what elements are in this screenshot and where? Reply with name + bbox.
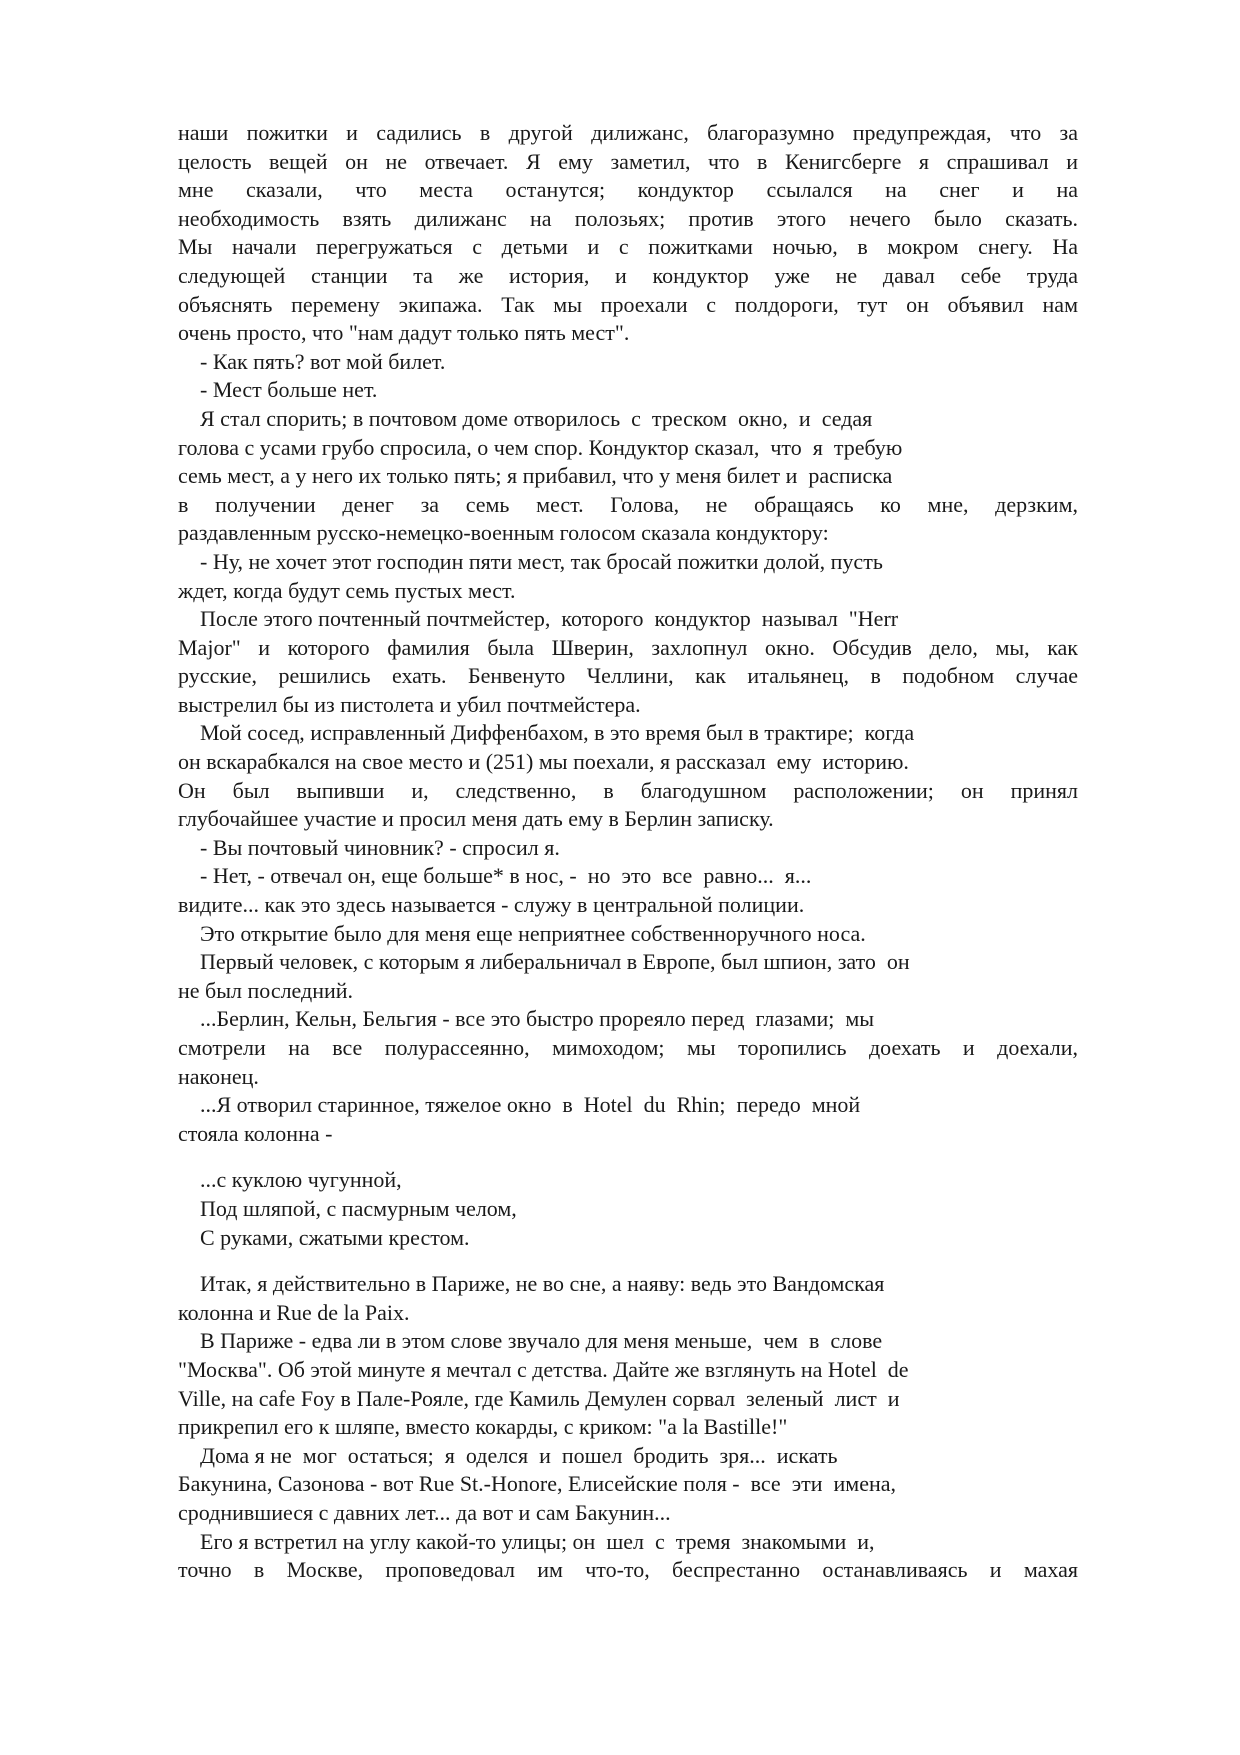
text-line: - Ну, не хочет этот господин пяти мест, так бросай пожитки долой, пусть — [178, 548, 883, 574]
text-line: - Как пять? вот мой билет. — [178, 348, 446, 374]
text-line: Это открытие было для меня еще неприятнее собственноручного носа. — [178, 920, 866, 946]
text-line: русские, решились ехать. Бенвенуто Челлини, как итальянец, в подобном случае — [178, 663, 1078, 689]
text-line: в получении денег за семь мест. Голова, не обращаясь ко мне, дерзким, — [178, 491, 1078, 517]
text-line: не был последний. — [178, 977, 354, 1003]
text-line: Я стал спорить; в почтовом доме отворилось с треском окно, и седая — [178, 405, 873, 431]
text-line: ...Я отворил старинное, тяжелое окно в Hotel du Rhin; передо мной — [178, 1092, 861, 1118]
text-line: выстрелил бы из пистолета и убил почтмейстера. — [178, 691, 641, 717]
verse-spacing — [178, 1252, 1078, 1270]
text-line: сроднившиеся с давних лет... да вот и сам Бакунин... — [178, 1499, 671, 1525]
continuation-text-block — [178, 1270, 1078, 1585]
text-line: Дома я не мог остаться; я оделся и пошел бродить зря... искать — [178, 1442, 838, 1468]
text-line: Он был выпивши и, следственно, в благодушном расположении; он принял — [178, 777, 1078, 803]
text-line: целость вещей он не отвечает. Я ему заметил, что в Кенигсберге я спрашивал и — [178, 148, 1078, 174]
verse-block — [178, 1166, 1078, 1252]
text-line: наконец. — [178, 1063, 259, 1089]
text-line: Его я встретил на углу какой-то улицы; он шел с тремя знакомыми и, — [178, 1528, 875, 1554]
text-line: стояла колонна - — [178, 1120, 333, 1146]
text-line: ...Берлин, Кельн, Бельгия - все это быстро прореяло перед глазами; мы — [178, 1006, 875, 1032]
text-line: В Париже - едва ли в этом слове звучало для меня меньше, чем в слове — [178, 1328, 883, 1354]
text-line: Итак, я действительно в Париже, не во сне, а наяву: ведь это Вандомская — [178, 1271, 885, 1297]
text-line: колонна и Rue de la Paix. — [178, 1299, 410, 1325]
text-line: раздавленным русско-немецко-военным голосом сказала кондуктору: — [178, 520, 829, 546]
text-line: объяснять перемену экипажа. Так мы проехали с полдороги, тут он объявил нам — [178, 291, 1078, 317]
verse-line: Под шляпой, с пасмурным челом, — [178, 1195, 517, 1221]
text-line: Первый человек, с которым я либеральничал в Европе, был шпион, зато он — [178, 949, 910, 975]
text-line: Major" и которого фамилия была Шверин, захлопнул окно. Обсудив дело, мы, как — [178, 634, 1078, 660]
text-line: глубочайшее участие и просил меня дать ему в Берлин записку. — [178, 806, 774, 832]
text-line: Мы начали перегружаться с детьми и с пожитками ночью, в мокром снегу. На — [178, 234, 1078, 260]
text-line: следующей станции та же история, и кондуктор уже не давал себе труда — [178, 262, 1078, 288]
text-line: После этого почтенный почтмейстер, которого кондуктор называл "Herr — [178, 606, 899, 632]
text-line: "Москва". Об этой минуте я мечтал с детства. Дайте же взглянуть на Hotel de — [178, 1356, 909, 1382]
text-line: точно в Москве, проповедовал им что-то, беспрестанно останавливаясь и махая — [178, 1557, 1078, 1583]
text-line: Бакунина, Сазонова - вот Rue St.-Honore, Елисейские поля - все эти имена, — [178, 1471, 897, 1497]
main-text-block — [178, 119, 1078, 1148]
text-line: мне сказали, что места останутся; кондуктор ссылался на снег и на — [178, 177, 1078, 203]
text-line: ждет, когда будут семь пустых мест. — [178, 577, 516, 603]
text-line: видите... как это здесь называется - служу в центральной полиции. — [178, 892, 805, 918]
text-line: Ville, на cafe Foy в Пале-Рояле, где Камиль Демулен сорвал зеленый лист и — [178, 1385, 900, 1411]
text-line: смотрели на все полурассеянно, мимоходом; мы торопились доехать и доехали, — [178, 1035, 1078, 1060]
text-line: - Мест больше нет. — [178, 377, 378, 403]
text-line: прикрепил его к шляпе, вместо кокарды, с криком: "a la Bastille!" — [178, 1414, 788, 1440]
text-line: Мой сосед, исправленный Диффенбахом, в это время был в трактире; когда — [178, 720, 915, 746]
verse-spacing — [178, 1148, 1078, 1166]
text-line: - Нет, - отвечал он, еще больше* в нос, - но это все равно... я... — [178, 863, 812, 889]
text-line: наши пожитки и садились в другой дилижанс, благоразумно предупреждая, что за — [178, 120, 1078, 145]
document-page — [178, 119, 1078, 1585]
text-line: семь мест, а у него их только пять; я прибавил, что у меня билет и расписка — [178, 463, 893, 489]
verse-line: ...с куклою чугунной, — [178, 1167, 402, 1193]
text-line: - Вы почтовый чиновник? - спросил я. — [178, 834, 560, 860]
text-line: необходимость взять дилижанс на полозьях; против этого нечего было сказать. — [178, 205, 1078, 231]
text-line: голова с усами грубо спросила, о чем спор. Кондуктор сказал, что я требую — [178, 434, 903, 460]
text-line: очень просто, что "нам дадут только пять мест". — [178, 320, 630, 346]
verse-line: С руками, сжатыми крестом. — [178, 1224, 470, 1250]
text-line: он вскарабкался на свое место и (251) мы поехали, я рассказал ему историю. — [178, 749, 909, 775]
